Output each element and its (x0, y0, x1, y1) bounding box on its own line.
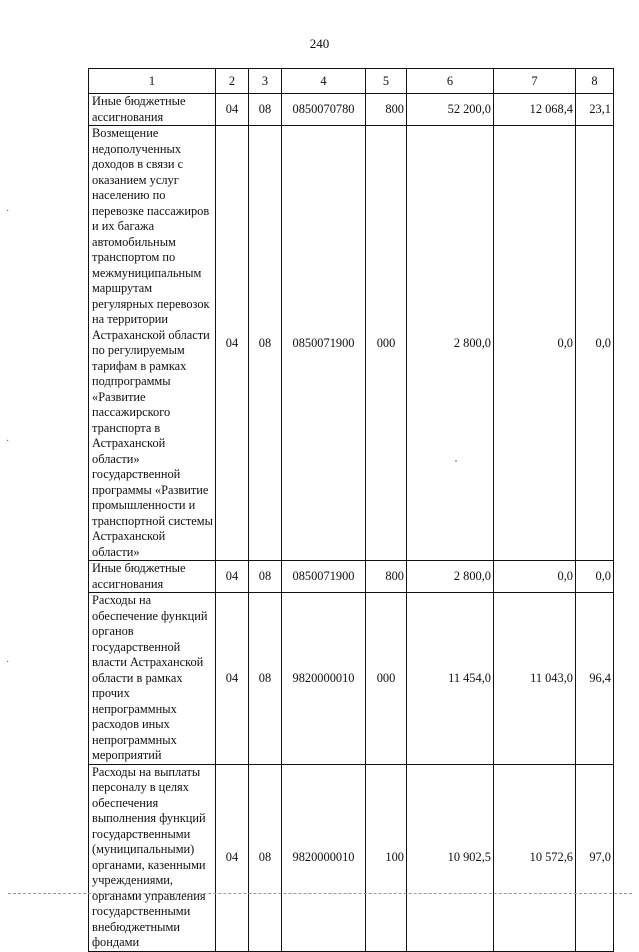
row-section: 04 (216, 94, 249, 126)
budget-table (88, 68, 614, 952)
row-expense-type: 800 (366, 561, 407, 593)
scan-speck (455, 460, 457, 462)
row-section: 04 (216, 126, 249, 561)
col-header: 1 (89, 69, 216, 94)
row-section: 04 (216, 593, 249, 765)
row-subsection: 08 (249, 764, 282, 951)
row-expense-type: 000 (366, 126, 407, 561)
row-description: Иные бюджетные ассигнования (89, 561, 216, 593)
row-expense-type: 000 (366, 593, 407, 765)
row-section: 04 (216, 764, 249, 951)
col-header: 7 (494, 69, 576, 94)
table-row (89, 561, 614, 593)
row-planned: 2 800,0 (407, 126, 494, 561)
row-planned: 11 454,0 (407, 593, 494, 765)
row-target-code: 9820000010 (282, 764, 366, 951)
page-number: 240 (309, 36, 330, 51)
row-percent: 0,0 (576, 561, 614, 593)
row-expense-type: 100 (366, 764, 407, 951)
row-planned: 2 800,0 (407, 561, 494, 593)
row-description: Расходы на обеспечение функций органов государственной власти Астраханской области в рамках прочих непрограммных расходов иных непрограммных мероприятий (89, 593, 216, 765)
col-header: 3 (249, 69, 282, 94)
row-executed: 0,0 (494, 126, 576, 561)
row-expense-type: 800 (366, 94, 407, 126)
row-description: Возмещение недополученных доходов в связи с оказанием услуг населению по перевозке пассажиров и их багажа автомобильным транспортом по межмуниципальным маршрутам регулярных перевозок на территории Астраханской области по регулируемым тарифам в рамках подпрограммы «Развитие пассажирского транспорта в Астраханской области» государственной программы «Развитие промышленности и транспортной системы Астраханской области» (89, 126, 216, 561)
row-percent: 23,1 (576, 94, 614, 126)
margin-scan-mark: · (6, 657, 10, 668)
row-executed: 10 572,6 (494, 764, 576, 951)
row-planned: 52 200,0 (407, 94, 494, 126)
row-subsection: 08 (249, 94, 282, 126)
col-header: 6 (407, 69, 494, 94)
row-executed: 0,0 (494, 561, 576, 593)
table-row (89, 126, 614, 561)
row-target-code: 0850071900 (282, 561, 366, 593)
table-row (89, 593, 614, 765)
row-percent: 0,0 (576, 126, 614, 561)
margin-scan-mark: · (6, 206, 10, 217)
row-subsection: 08 (249, 593, 282, 765)
row-subsection: 08 (249, 126, 282, 561)
row-target-code: 9820000010 (282, 593, 366, 765)
row-description: Иные бюджетные ассигнования (89, 94, 216, 126)
row-target-code: 0850071900 (282, 126, 366, 561)
row-executed: 11 043,0 (494, 593, 576, 765)
row-planned: 10 902,5 (407, 764, 494, 951)
header-row (89, 69, 614, 94)
row-target-code: 0850070780 (282, 94, 366, 126)
table-row (89, 764, 614, 951)
margin-scan-mark: · (6, 436, 10, 447)
row-percent: 97,0 (576, 764, 614, 951)
row-description: Расходы на выплаты персоналу в целях обеспечения выполнения функций государственными (муниципальными) органами, казенными учреждениями, органами управления государственными внебюджетными фондами (89, 764, 216, 951)
row-percent: 96,4 (576, 593, 614, 765)
col-header: 4 (282, 69, 366, 94)
row-subsection: 08 (249, 561, 282, 593)
row-executed: 12 068,4 (494, 94, 576, 126)
col-header: 8 (576, 69, 614, 94)
scan-edge-line (8, 893, 632, 894)
table-row (89, 94, 614, 126)
row-section: 04 (216, 561, 249, 593)
col-header: 2 (216, 69, 249, 94)
col-header: 5 (366, 69, 407, 94)
